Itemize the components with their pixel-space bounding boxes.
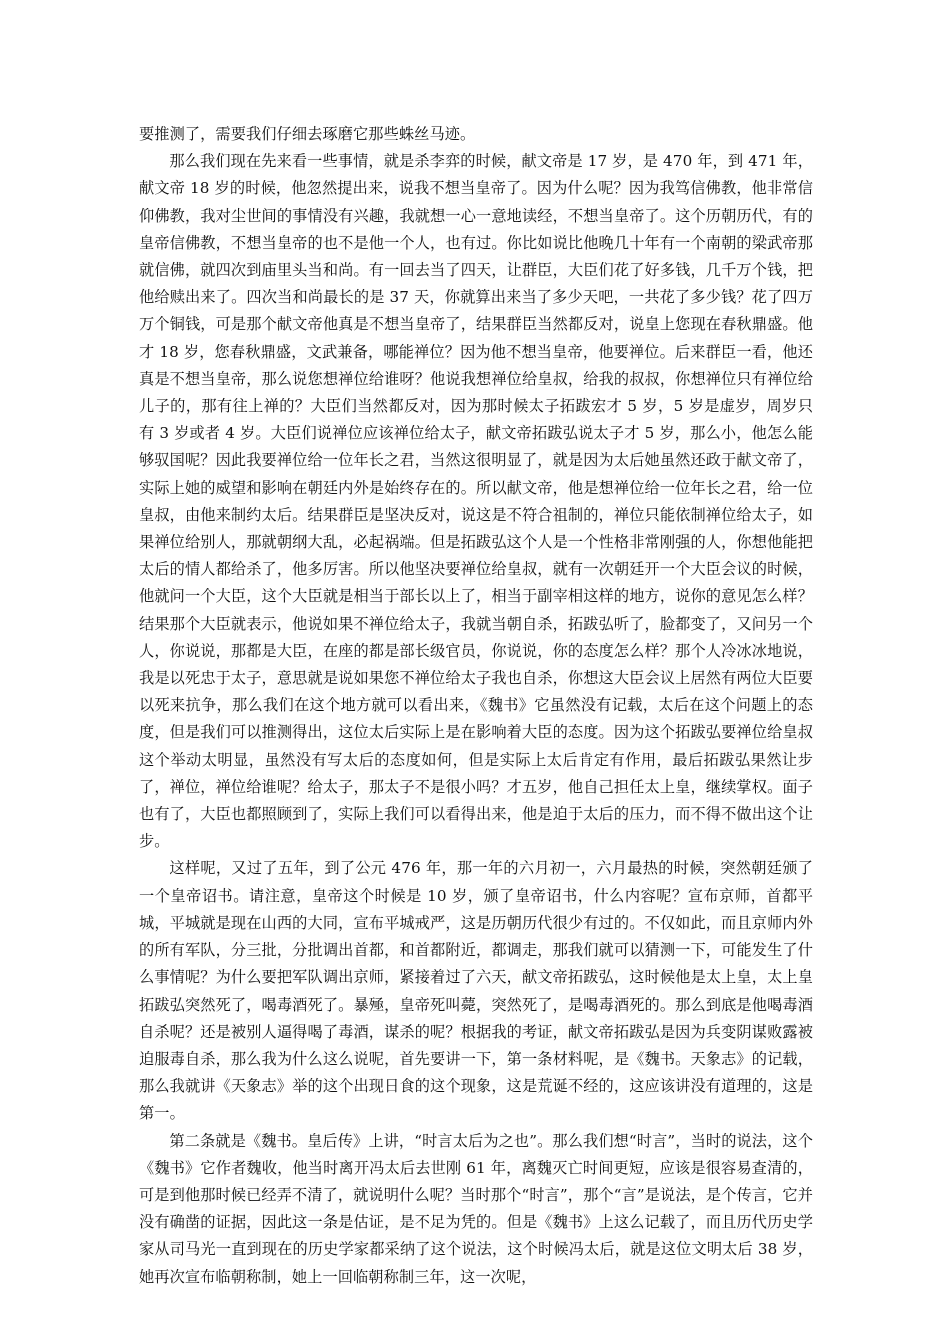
paragraph-1: 要推测了，需要我们仔细去琢磨它那些蛛丝马迹。 — [139, 125, 476, 143]
paragraph-3: 这样呢，又过了五年，到了公元 476 年，那一年的六月初一，六月最热的时候，突然朝廷颁了一个皇帝诏书。请注意，皇帝这个时候是 10 岁，颁了皇帝诏书，什么内容呢？宣布京师，首都平城，平城就是现在山西的大同，宣布平城戒严，这是历朝历代很少有过的。不仅如此，而且京师内外的所有军队，分三批，分批调出首都，和首都附近，都调走，那我们就可以猜测一下，可能发生了什么事情呢？为什么要把军队调出京师，紧接着过了六天，献文帝拓跋弘，这时候他是太上皇，太上皇拓跋弘突然死了，喝毒酒死了。暴殛，皇帝死叫薨，突然死了，是喝毒酒死的。那么到底是他喝毒酒自杀呢？还是被别人逼得喝了毒酒，谋杀的呢？根据我的考证，献文帝拓跋弘是因为兵变阴谋败露被迫服毒自杀，那么我为什么这么说呢，首先要讲一下，第一条材料呢，是《魏书。天象志》的记载，那么我就讲《天象志》举的这个出现日食的这个现象，这是荒诞不经的，这应该讲没有道理的，这是第一。 — [139, 859, 813, 1123]
document-body — [139, 121, 813, 1291]
paragraph-2: 那么我们现在先来看一些事情，就是杀李弈的时候，献文帝是 17 岁，是 470 年，到 471 年，献文帝 18 岁的时候，他忽然提出来，说我不想当皇帝了。因为什么呢？因为我笃信佛教，他非常信仰佛教，我对尘世间的事情没有兴趣，我就想一心一意地读经，不想当皇帝了。这个历朝历代，有的皇帝信佛教，不想当皇帝的也不是他一个人，也有过。你比如说比他晚几十年有一个南朝的梁武帝那就信佛，就四次到庙里头当和尚。有一回去当了四天，让群臣，大臣们花了好多钱，几千万个钱，把他给赎出来了。四次当和尚最长的是 37 天，你就算出来当了多少天吧，一共花了多少钱？花了四万万个铜钱，可是那个献文帝他真是不想当皇帝了，结果群臣当然都反对，说皇上您现在春秋鼎盛。他才 18 岁，您春秋鼎盛，文武兼备，哪能禅位？因为他不想当皇帝，他要禅位。后来群臣一看，他还真是不想当皇帝，那么说您想禅位给谁呀？他说我想禅位给皇叔，给我的叔叔，你想禅位只有禅位给儿子的，那有往上禅的？大臣们当然都反对，因为那时候太子拓跋宏才 5 岁，5 岁是虚岁，周岁只有 3 岁或者 4 岁。大臣们说禅位应该禅位给太子，献文帝拓跋弘说太子才 5 岁，那么小，他怎么能够驭国呢？因此我要禅位给一位年长之君，当然这很明显了，就是因为太后她虽然还政于献文帝了，实际上她的威望和影响在朝廷内外是始终存在的。所以献文帝，他是想禅位给一位年长之君，给一位皇叔，由他来制约太后。结果群臣是坚决反对，说这是不符合祖制的，禅位只能依制禅位给太子，如果禅位给别人，那就朝纲大乱，必起祸端。但是拓跋弘这个人是一个性格非常刚强的人，你想他能把太后的情人都给杀了，他多厉害。所以他坚决要禅位给皇叔，就有一次朝廷开一个大臣会议的时候，他就问一个大臣，这个大臣就是相当于部长以上了，相当于副宰相这样的地方，说你的意见怎么样？结果那个大臣就表示，他说如果不禅位给太子，我就当朝自杀，拓跋弘听了，脸都变了，又问另一个人，你说说，那都是大臣，在座的都是部长级官员，你说说，你的态度怎么样？那个人冷冰冰地说，我是以死忠于太子，意思就是说如果您不禅位给太子我也自杀，你想这大臣会议上居然有两位大臣要以死来抗争，那么我们在这个地方就可以看出来，《魏书》它虽然没有记载，太后在这个问题上的态度，但是我们可以推测得出，这位太后实际上是在影响着大臣的态度。因为这个拓跋弘要禅位给皇叔这个举动太明显，虽然没有写太后的态度如何，但是实际上太后肯定有作用，最后拓跋弘果然让步了，禅位，禅位给谁呢？给太子，那太子不是很小吗？才五岁，他自己担任太上皇，继续掌权。面子也有了，大臣也都照顾到了，实际上我们可以看得出来，他是迫于太后的压力，而不得不做出这个让步。 — [139, 152, 813, 851]
paragraph-4: 第二条就是《魏书。皇后传》上讲，“时言太后为之也”。那么我们想“时言”，当时的说法，这个《魏书》它作者魏收，他当时离开冯太后去世刚 61 年，离魏灭亡时间更短，应该是很容易查清的，可是到他那时候已经弄不清了，就说明什么呢？当时那个“时言”，那个“言”是说法，是个传言，它并没有确凿的证据，因此这一条是估证，是不足为凭的。但是《魏书》上这么记载了，而且历代历史学家从司马光一直到现在的历史学家都采纳了这个说法，这个时候冯太后，就是这位文明太后 38 岁，她再次宣布临朝称制，她上一回临朝称制三年，这一次呢， — [139, 1131, 813, 1286]
